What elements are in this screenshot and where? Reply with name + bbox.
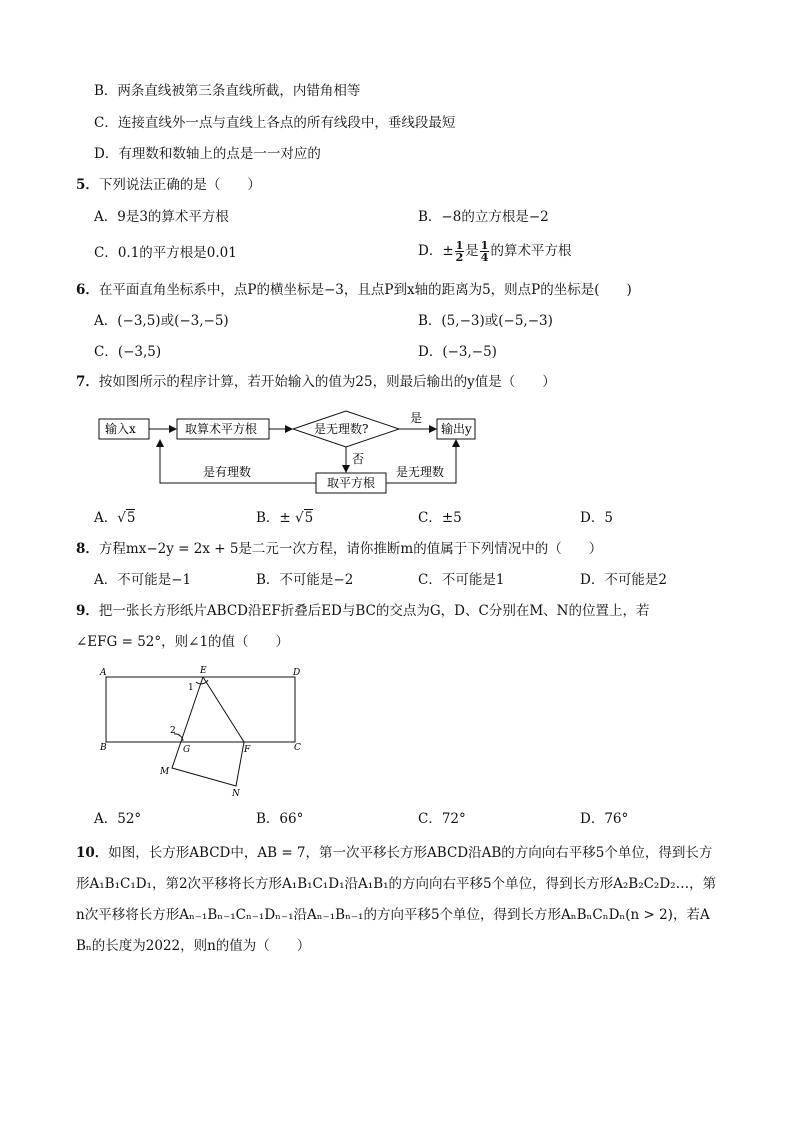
q8-text: 方程mx−2y = 2x + 5是二元一次方程，请你推断m的值属于下列情况中的（ ） [98,541,603,557]
q9-text: 把一张长方形纸片ABCD沿EF折叠后ED与BC的交点为G，D、C分别在M、N的位置上，若 [98,603,650,619]
flow-input-label: 输入x [105,422,136,436]
q8-option-a: A．不可能是−1 [94,572,192,588]
q10-line-1 [76,844,712,862]
fig-label-c: C [294,743,301,753]
q10-line-4: Bₙ的长度为2022，则n的值为（ ） [76,938,311,954]
q7-option-a: A．√5 [94,510,136,526]
q7-number: 7． [76,374,99,390]
q8-number: 8． [76,541,99,557]
flow-sqrt-label: 取平方根 [327,476,376,490]
q5-number: 5． [76,177,99,193]
q10-line-2: 形A₁B₁C₁D₁，第2次平移将长方形A₁B₁C₁D₁沿A₁B₁的方向向右平移5个单位，得到长方形A₂B₂C₂D₂…，第 [76,876,717,892]
q5-fraction-quarter: $\frac{1}{4}$ [480,239,489,264]
q4-option-b: B．两条直线被第三条直线所截，内错角相等 [94,83,361,99]
q7-option-b: B．± √5 [256,510,314,526]
flow-irrational-label: 是无理数 [396,465,445,479]
q8-option-d: D．不可能是2 [580,572,667,588]
fig-angle-1: 1 [188,683,194,693]
q6-text: 在平面直角坐标系中，点P的横坐标是−3，且点P到x轴的距离为5，则点P的坐标是( ) [98,282,632,298]
q7-option-d: D．5 [580,510,613,526]
q7-option-c: C．±5 [418,510,462,526]
fig-label-a: A [100,668,107,678]
q5-text: 下列说法正确的是（ ） [98,177,261,193]
flow-output-label: 输出y [441,422,472,436]
fig-label-e: E [200,666,207,676]
q9-option-a: A．52° [94,811,142,827]
fig-label-g: G [183,745,191,755]
q8-option-b: B．不可能是−2 [256,572,354,588]
q10-line-3: n次平移将长方形Aₙ₋₁Bₙ₋₁Cₙ₋₁Dₙ₋₁沿Aₙ₋₁Bₙ₋₁的方向平移5个单位，得到长方形AₙBₙCₙDₙ(n > 2)，若A [76,907,710,923]
q4-option-c: C．连接直线外一点与直线上各点的所有线段中，垂线段最短 [94,115,456,131]
q5-fraction-half: $\frac{1}{2}$ [455,239,464,264]
fig-label-d: D [293,668,301,678]
flow-no-label: 否 [352,452,365,466]
fig-label-n: N [232,789,240,799]
q5-option-b: B．−8的立方根是−2 [418,209,549,225]
q8-option-c: C．不可能是1 [418,572,505,588]
flow-rational-label: 是有理数 [203,465,252,479]
q9-stem [76,602,649,620]
q6-option-b: B．(5,−3)或(−5,−3) [418,313,553,329]
q5-option-d: D．± $\frac{1}{2}$ 是 $\frac{1}{4}$ 的算术平方根 [418,239,572,264]
fig-label-m: M [160,767,170,777]
q10-text-1: 如图，长方形ABCD中，AB = 7，第一次平移长方形ABCD沿AB的方向向右平移5个单位，得到长方 [108,845,713,861]
q10-number: 10． [76,845,109,861]
q6-number: 6． [76,282,99,298]
q9-number: 9． [76,603,99,619]
flow-yes-label: 是 [410,411,423,425]
fig-angle-2: 2 [170,726,176,736]
q9-option-b: B．66° [256,811,304,827]
q6-option-a: A．(−3,5)或(−3,−5) [94,313,229,329]
q5-option-c: C．0.1的平方根是0.01 [94,245,237,261]
q8-stem [76,540,602,558]
flow-decision-label: 是无理数? [314,422,369,436]
q4-option-d: D．有理数和数轴上的点是一一对应的 [94,146,321,162]
q9-figure [106,677,295,786]
q9-option-c: C．72° [418,811,466,827]
q6-option-c: C．(−3,5) [94,344,162,360]
q7-text: 按如图所示的程序计算，若开始输入的值为25，则最后输出的y值是（ ） [98,374,556,390]
q9-stem-2: ∠EFG = 52°，则∠1的值（ ） [76,634,290,650]
q9-option-d: D．76° [580,811,629,827]
fig-label-b: B [100,743,107,753]
flow-sqrt-arith-label: 取算术平方根 [185,422,258,436]
q6-option-d: D．(−3,−5) [418,344,497,360]
fig-label-f: F [244,745,251,755]
q5-option-a: A．9是3的算术平方根 [94,209,229,225]
